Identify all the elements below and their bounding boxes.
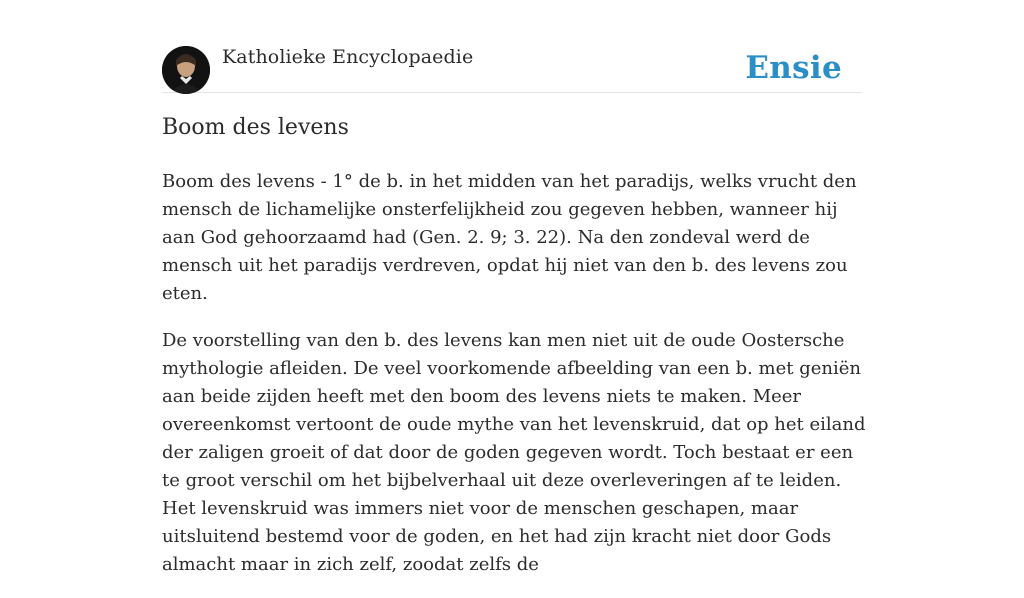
article-paragraph: De voorstelling van den b. des levens kan men niet uit de oude Oostersche mythologie afleiden. De veel voorkomende afbeelding van een b. met geniën aan beide zijden heeft met den boom des levens niets te maken. Meer overeenkomst vertoont de oude mythe van het levenskruid, dat op het eiland der zaligen groeit of dat door de goden gegeven wordt. Toch bestaat er een te groot verschil om het bijbelverhaal uit deze overleveringen af te leiden. Het levenskruid was immers niet voor de menschen geschapen, maar uitsluitend bestemd voor de goden, en het had zijn kracht niet door Gods almacht maar in zich zelf, zoodat zelfs de: [162, 330, 866, 575]
brand-logo[interactable]: Ensie: [745, 50, 842, 86]
article-content: [162, 168, 872, 598]
article-title: Boom des levens: [162, 115, 349, 140]
portrait-avatar-icon[interactable]: [162, 46, 210, 94]
source-title[interactable]: Katholieke Encyclopaedie: [222, 46, 474, 68]
header: [162, 0, 862, 93]
page-container: [162, 0, 866, 575]
article-paragraph: Boom des levens - 1° de b. in het midden van het paradijs, welks vrucht den mensch de lichamelijke onsterfelijkheid zou gegeven hebben, wanneer hij aan God gehoorzaamd had (Gen. 2. 9; 3. 22). Na den zondeval werd de mensch uit het paradijs verdreven, opdat hij niet van den b. des levens zou eten.: [162, 171, 857, 304]
